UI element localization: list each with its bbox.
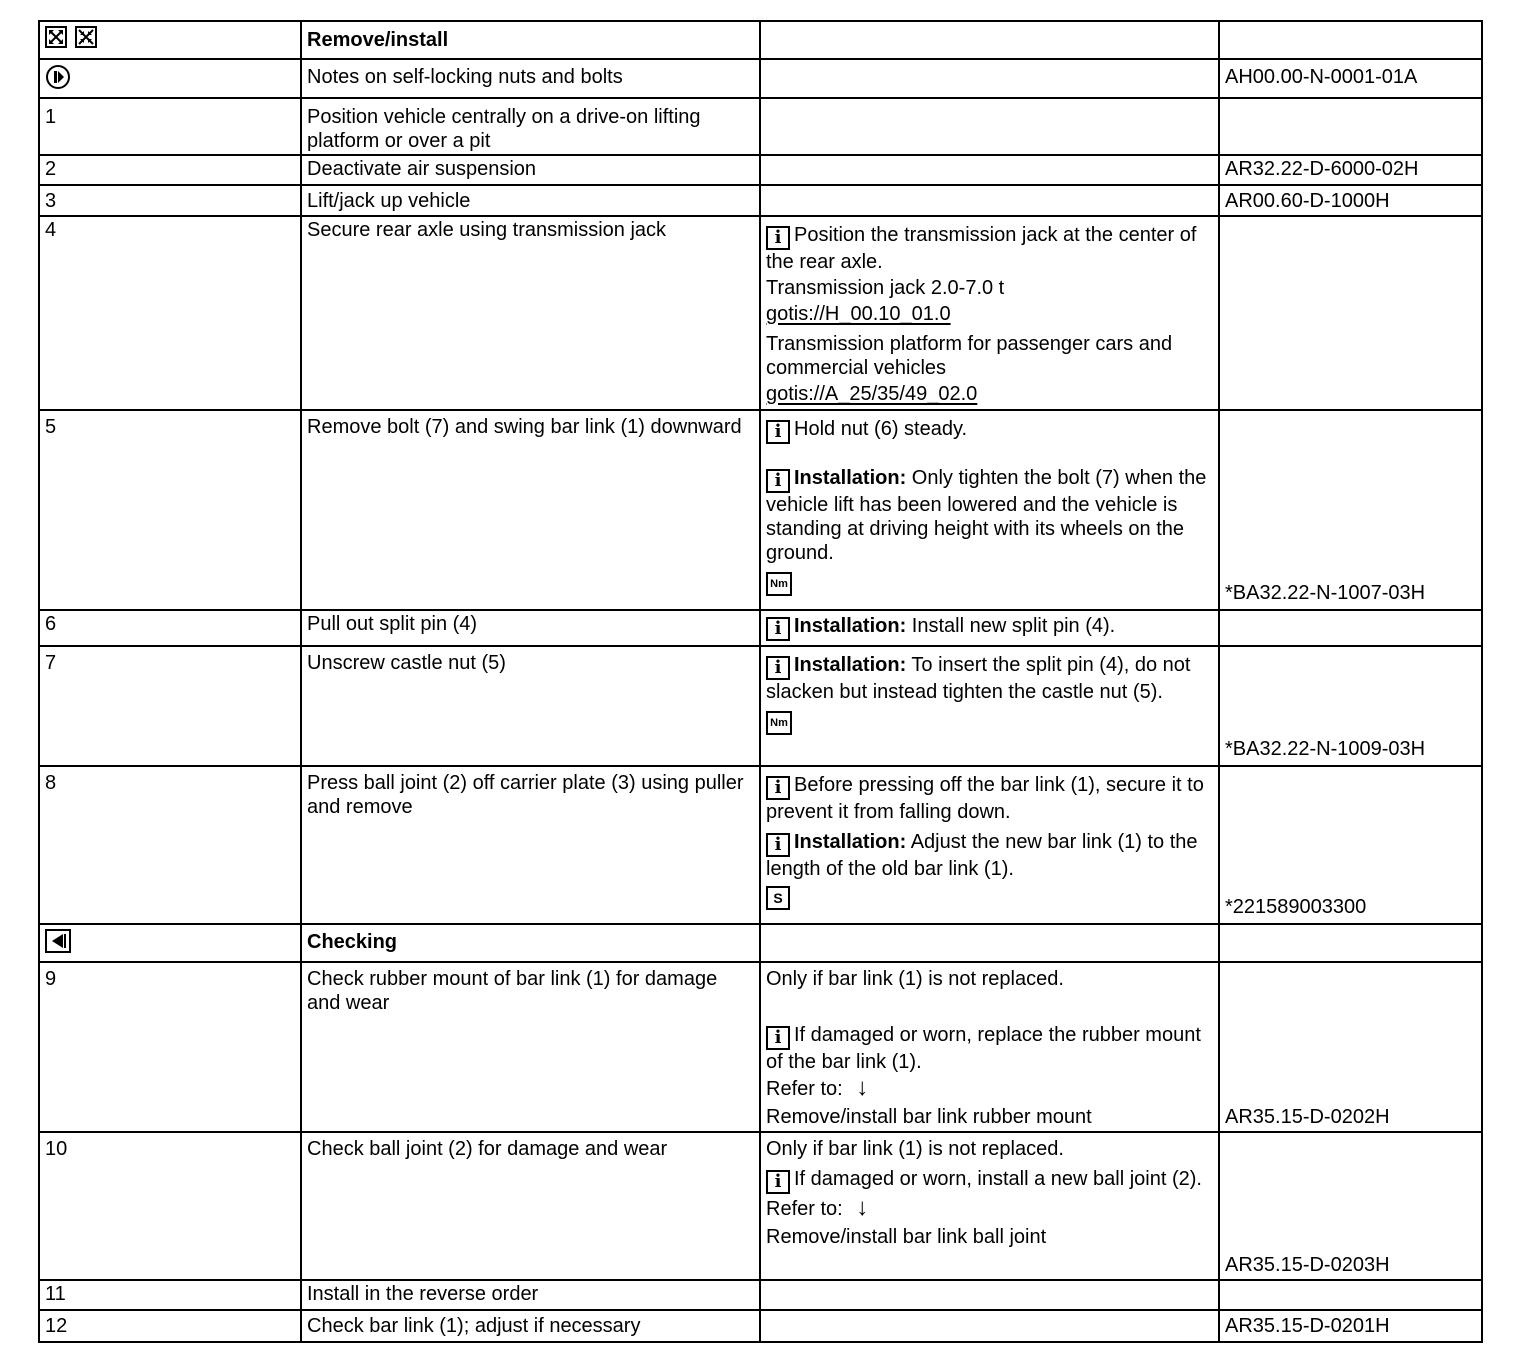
info-note: i If damaged or worn, install a new ball joint (2). xyxy=(766,1167,1213,1194)
table-row xyxy=(39,98,1482,155)
table-row xyxy=(39,410,1482,610)
table-row xyxy=(39,59,1482,98)
step-number: 3 xyxy=(39,185,301,216)
step-ref[interactable]: *221589003300 xyxy=(1225,896,1367,918)
refer-to: Refer to: ↓ xyxy=(766,1194,869,1221)
step-number: 9 xyxy=(39,962,301,1132)
torque-icon[interactable]: Nm xyxy=(766,711,792,735)
step-action: Secure rear axle using transmission jack xyxy=(301,216,760,410)
step-action: Unscrew castle nut (5) xyxy=(301,646,760,766)
tool-link[interactable]: gotis://H_00.10_01.0 xyxy=(766,303,951,325)
info-icon: i xyxy=(766,1170,790,1194)
notes-ref[interactable]: AH00.00-N-0001-01A xyxy=(1219,59,1482,98)
info-note: i Position the transmission jack at the center of the rear axle. xyxy=(766,224,1197,273)
step-action: Check ball joint (2) for damage and wear xyxy=(301,1132,760,1280)
reference-link[interactable]: Remove/install bar link rubber mount xyxy=(766,1106,1092,1128)
table-row: 6 Pull out split pin (4) i Installation: Install new split pin (4). xyxy=(39,610,1482,646)
step-action: Install in the reverse order xyxy=(301,1280,760,1310)
attention-icon xyxy=(45,64,71,90)
step-number: 4 xyxy=(39,216,301,410)
section-title: Checking xyxy=(301,924,760,962)
reference-link[interactable]: Remove/install bar link ball joint xyxy=(766,1226,1047,1248)
refer-to: Refer to: ↓ xyxy=(766,1074,869,1101)
info-icon: i xyxy=(766,469,790,493)
torque-icon[interactable]: Nm xyxy=(766,572,792,596)
section-title: Remove/install xyxy=(301,21,760,59)
step-number: 11 xyxy=(39,1280,301,1310)
step-action: Remove bolt (7) and swing bar link (1) downward xyxy=(301,410,760,610)
step-number: 6 xyxy=(39,610,301,646)
table-row xyxy=(39,21,1482,59)
step-number: 10 xyxy=(39,1132,301,1280)
info-note: i Installation: To insert the split pin (4), do not slacken but instead tighten the castle nut (5). xyxy=(766,654,1191,703)
info-note: i Hold nut (6) steady. xyxy=(766,417,1213,444)
table-row xyxy=(39,962,1482,1132)
step-ref[interactable]: AR32.22-D-6000-02H xyxy=(1219,155,1482,185)
info-icon: i xyxy=(766,776,790,800)
step-number: 2 xyxy=(39,155,301,185)
table-row xyxy=(39,1310,1482,1342)
tool-link[interactable]: gotis://A_25/35/49_02.0 xyxy=(766,383,978,405)
step-action: Press ball joint (2) off carrier plate (3) using puller and remove xyxy=(301,766,760,924)
step-number: 7 xyxy=(39,646,301,766)
info-note: i Before pressing off the bar link (1), secure it to prevent it from falling down. xyxy=(766,774,1204,823)
special-tool-icon[interactable]: S xyxy=(766,886,790,910)
step-number: 8 xyxy=(39,766,301,924)
table-row xyxy=(39,216,1482,410)
notes-text: Notes on self-locking nuts and bolts xyxy=(301,59,760,98)
expand-icon[interactable] xyxy=(45,26,67,48)
step-number: 12 xyxy=(39,1310,301,1342)
step-ref[interactable]: AR00.60-D-1000H xyxy=(1219,185,1482,216)
step-action: Pull out split pin (4) xyxy=(301,610,760,646)
step-action: Check bar link (1); adjust if necessary xyxy=(301,1310,760,1342)
arrow-down-icon: ↓ xyxy=(856,1074,869,1101)
info-icon: i xyxy=(766,833,790,857)
step-number: 1 xyxy=(39,98,301,155)
step-action: Check rubber mount of bar link (1) for damage and wear xyxy=(301,962,760,1132)
table-row xyxy=(39,155,1482,185)
step-action: Lift/jack up vehicle xyxy=(301,185,760,216)
header-icons-cell xyxy=(39,21,301,59)
info-note: i Installation: Only tighten the bolt (7) when the vehicle lift has been lowered and the vehicle is standing at driving height with its wheels on the ground. xyxy=(766,467,1207,564)
tool-name: Transmission jack 2.0-7.0 t xyxy=(766,277,1005,299)
table-row xyxy=(39,185,1482,216)
info-icon: i xyxy=(766,420,790,444)
condition-text: Only if bar link (1) is not replaced. xyxy=(766,968,1064,990)
table-row xyxy=(39,766,1482,924)
step-action: Deactivate air suspension xyxy=(301,155,760,185)
table-row xyxy=(39,1132,1482,1280)
arrow-down-icon: ↓ xyxy=(856,1194,869,1221)
info-note: i Installation: Adjust the new bar link (1) to the length of the old bar link (1). xyxy=(766,831,1198,880)
table-row xyxy=(39,1280,1482,1310)
step-ref[interactable]: *BA32.22-N-1009-03H xyxy=(1225,738,1426,760)
info-icon: i xyxy=(766,1026,790,1050)
info-icon: i xyxy=(766,617,790,641)
condition-text: Only if bar link (1) is not replaced. xyxy=(766,1138,1064,1160)
info-note: i If damaged or worn, replace the rubber mount of the bar link (1). xyxy=(766,1024,1201,1073)
collapse-icon[interactable] xyxy=(75,26,97,48)
step-action: Position vehicle centrally on a drive-on lifting platform or over a pit xyxy=(301,98,760,155)
table-row xyxy=(39,924,1482,962)
procedure-table xyxy=(38,20,1483,1343)
checking-icon xyxy=(45,929,71,953)
tool-name: Transmission platform for passenger cars and commercial vehicles xyxy=(766,333,1173,379)
step-ref[interactable]: AR35.15-D-0203H xyxy=(1225,1254,1390,1276)
step-number: 5 xyxy=(39,410,301,610)
step-ref[interactable]: AR35.15-D-0201H xyxy=(1219,1310,1482,1342)
table-row xyxy=(39,646,1482,766)
step-ref[interactable]: *BA32.22-N-1007-03H xyxy=(1225,582,1426,604)
info-icon: i xyxy=(766,226,790,250)
step-ref[interactable]: AR35.15-D-0202H xyxy=(1225,1106,1390,1128)
info-icon: i xyxy=(766,656,790,680)
